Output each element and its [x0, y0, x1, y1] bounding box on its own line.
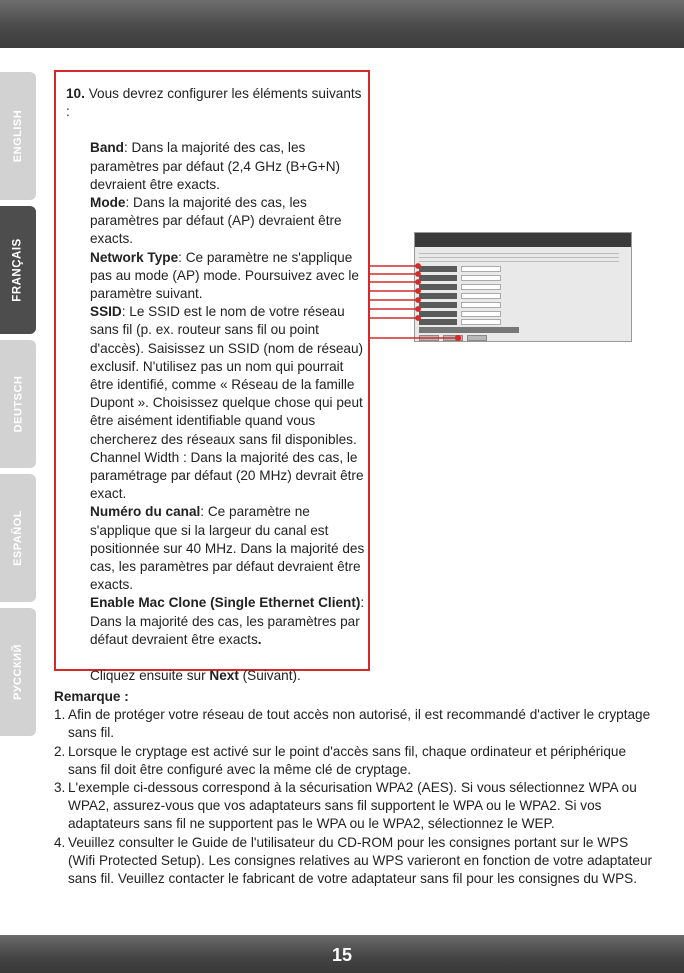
click-prefix: Cliquez ensuite sur: [90, 668, 210, 684]
remark-item: [54, 743, 654, 779]
tab-english-label: ENGLISH: [12, 109, 24, 163]
tab-russian-label: РУССКИЙ: [12, 644, 25, 700]
mac-clone-text: : Dans la majorité des cas, les paramètres par défaut devraient être exacts: [90, 595, 365, 647]
network-type-term: Network Type: [90, 249, 179, 265]
step-number: 10.: [66, 86, 85, 101]
ssid-text: : Le SSID est le nom de votre réseau sans fil (p. ex. routeur sans fil ou point d'accès). Saisissez un SSID (nom de réseau) exclusif. N'utilisez pas un nom qui pourrait être identifié, comme « Réseau de la famille Dupont ». Choisissez quelque chose qui peut être aisément identifiable quand vous chercherez des réseaux sans fil disponibles.: [90, 304, 364, 447]
mac-clone-period: .: [257, 631, 262, 647]
band-text: : Dans la majorité des cas, les paramètres par défaut (2,4 GHz (B+G+N) devraient être exacts.: [90, 140, 341, 192]
remarks-list: [54, 706, 654, 888]
next-term: Next: [209, 668, 239, 684]
ssid-term: SSID: [90, 304, 122, 320]
remark-item: [54, 779, 654, 834]
step-intro-text: Vous devrez configurer les éléments suivants :: [66, 86, 362, 120]
mode-text: : Dans la majorité des cas, les paramètres par défaut (AP) devraient être exacts.: [90, 195, 342, 247]
remark-text: Afin de protéger votre réseau de tout accès non autorisé, il est recommandé d'activer le cryptage sans fil.: [68, 707, 651, 741]
remarks-heading: Remarque :: [54, 689, 129, 704]
tab-deutsch-label: DEUTSCH: [12, 375, 25, 433]
remark-number: 1.: [54, 707, 66, 723]
remark-text: Veuillez consulter le Guide de l'utilisateur du CD-ROM pour les consignes portant sur le WPS (Wifi Protected Setup). Les consignes relatives au WPS varieront en fonction de votre adaptateur sans fil. Veuillez contacter le fabricant de votre adaptateur sans fil pour les consignes du WPS.: [68, 834, 653, 887]
tab-francais-label: FRANÇAIS: [12, 238, 25, 302]
band-term: Band: [90, 140, 124, 156]
mode-term: Mode: [90, 195, 126, 211]
network-type-text: : Ce paramètre ne s'applique pas au mode (AP) mode. Poursuivez avec le paramètre suivant.: [90, 249, 359, 302]
channel-number-text: : Ce paramètre ne s'applique que si la largeur du canal est positionnée sur 40 MHz. Dans la majorité des cas, les paramètres par défaut devraient être exacts.: [90, 504, 365, 593]
remark-text: L'exemple ci-dessous correspond à la sécurisation WPA2 (AES). Si vous sélectionnez WPA ou WPA2, assurez-vous que vos adaptateurs sans fil supportent le WPA ou le WPA2. Si vos adaptateurs sans fil ne supportent pas le WPA ou le WPA2, sélectionnez le WEP.: [68, 780, 637, 832]
remarks-section: [54, 688, 654, 888]
remark-number: 2.: [54, 743, 66, 759]
channel-number-term: Numéro du canal: [90, 504, 201, 520]
tab-espanol-label: ESPAÑOL: [12, 510, 25, 566]
page-number: 15: [331, 945, 353, 965]
channel-width-item: Channel Width : Dans la majorité des cas, le paramétrage par défaut (20 MHz) devrait être exact.: [90, 449, 364, 502]
remark-item: [54, 706, 654, 742]
remark-number: 3.: [54, 780, 66, 796]
remark-text: Lorsque le cryptage est activé sur le point d'accès sans fil, chaque ordinateur et périphérique sans fil doit être configuré avec la même clé de cryptage.: [68, 743, 627, 777]
remark-item: [54, 834, 654, 889]
remark-number: 4.: [54, 834, 66, 850]
click-suffix: (Suivant).: [238, 668, 301, 684]
mac-clone-term: Enable Mac Clone (Single Ethernet Client): [90, 595, 361, 611]
